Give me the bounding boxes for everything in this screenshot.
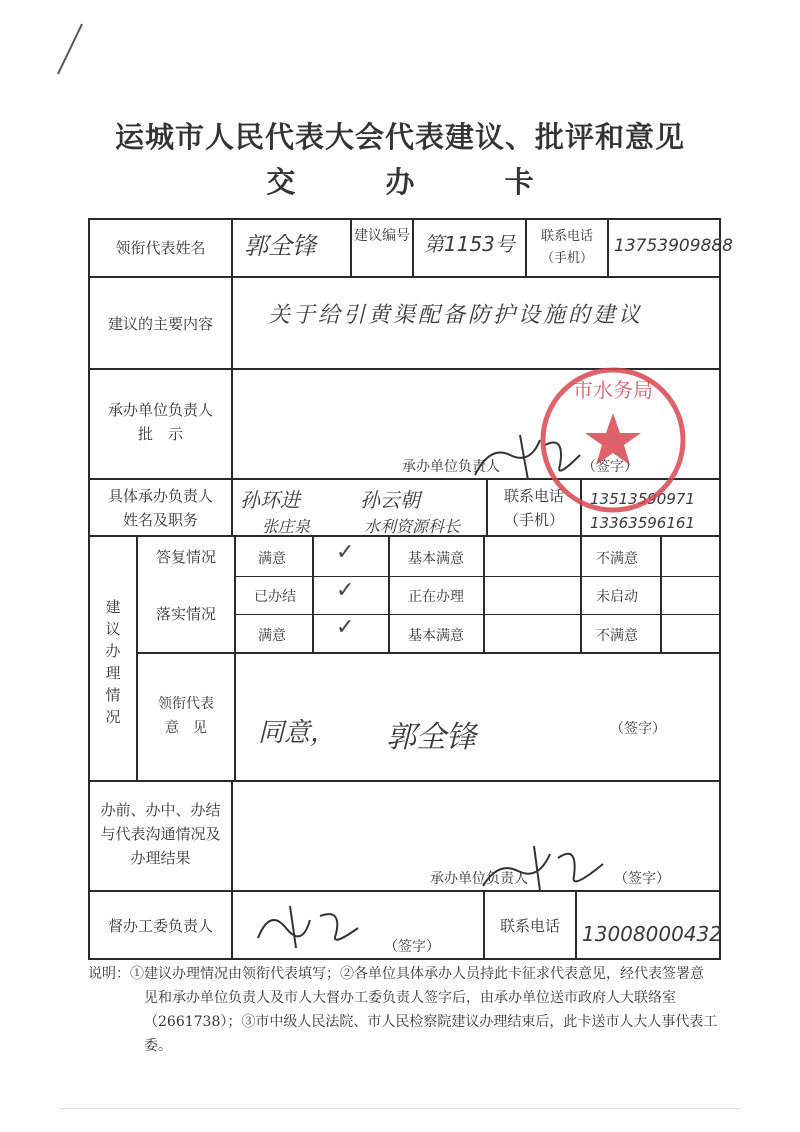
handler-phone-2: 13363596161 [590, 514, 695, 532]
lead-phone-label: 联系电话 （手机） [540, 229, 593, 266]
document-subtitle: 交 办 卡 [266, 165, 574, 199]
handler-phone-1: 13513590971 [590, 490, 695, 508]
handler-title-1: 张庄泉 [262, 517, 311, 536]
rep-signature: 郭全锋 [386, 720, 476, 755]
implement-unsatisfied: 不满意 [596, 628, 638, 644]
reply-unsatisfied: 不满意 [596, 551, 638, 567]
handler-name-1: 孙环进 [240, 488, 300, 512]
status-done: 已办结 [254, 589, 296, 605]
supervisor-phone-label: 联系电话 [499, 917, 560, 935]
approval-sign-label: （签字） [582, 459, 638, 475]
status-in-progress: 正在办理 [408, 589, 464, 605]
document-title: 运城市人民代表大会代表建议、批评和意见 [114, 120, 685, 154]
bottom-rule [60, 1108, 740, 1109]
communication-signature [478, 836, 618, 896]
notes: 说明：①建议办理情况由领衔代表填写；②各单位具体承办人员持此卡征求代表意见，经代表签署意 见和承办单位负责人及市人大督办工委负责人签字后，由承办单位送市政府人大联络室 （2661738）；③市中级人民法院、市人民检察院建议办理结束后，此卡送市人大人事代表工委。 [88, 966, 718, 1054]
supervisor-phone: 13008000432 [582, 922, 722, 946]
implement-basic-satisfied: 基本满意 [408, 628, 464, 644]
lead-phone: 13753909888 [614, 236, 733, 256]
pen-mark [50, 20, 90, 80]
supervisor-sign-label: （签字） [384, 939, 440, 955]
reply-basic-satisfied: 基本满意 [408, 551, 464, 567]
handler-label: 具体承办负责人 姓名及职务 [107, 487, 213, 529]
svg-text:市水务局: 市水务局 [573, 378, 653, 402]
implement-check: ✓ [336, 615, 355, 640]
communication-sign-label: （签字） [614, 871, 670, 887]
supervisor-label: 督办工委负责人 [107, 917, 213, 935]
handler-title-2: 水利资源科长 [364, 517, 461, 536]
approval-responsible-label: 承办单位负责人 [402, 459, 500, 475]
reply-check: ✓ [336, 540, 355, 565]
approval-label: 承办单位负责人 批 示 [107, 401, 213, 443]
proposal-number-label: 建议编号 [354, 228, 410, 244]
handler-phone-label: 联系电话 （手机） [503, 487, 564, 529]
lead-rep-label: 领衔代表姓名 [115, 239, 206, 257]
rep-opinion: 同意， [258, 718, 337, 748]
reply-satisfied: 满意 [258, 551, 286, 567]
implement-satisfied: 满意 [258, 628, 286, 644]
lead-rep-name: 郭全锋 [244, 232, 316, 260]
communication-responsible-label: 承办单位负责人 [430, 871, 528, 887]
official-stamp [538, 365, 688, 515]
rep-sign-label: （签字） [610, 721, 666, 737]
supervisor-signature [250, 898, 370, 954]
proposal-number: 第1153号 [424, 232, 515, 256]
implement-label: 落实情况 [155, 605, 216, 623]
reply-label: 答复情况 [155, 548, 216, 566]
content-label: 建议的主要内容 [107, 315, 213, 333]
status-side-label: 建 议 办 理 情 况 [105, 598, 121, 726]
proposal-content: 关于给引黄渠配备防护设施的建议 [268, 303, 644, 328]
done-check: ✓ [336, 578, 355, 603]
status-not-started: 未启动 [596, 589, 638, 605]
rep-opinion-label: 领衔代表 意 见 [158, 696, 214, 736]
handler-name-2: 孙云朝 [360, 488, 420, 512]
communication-label: 办前、办中、办结 与代表沟通情况及 办理结果 [100, 801, 221, 867]
